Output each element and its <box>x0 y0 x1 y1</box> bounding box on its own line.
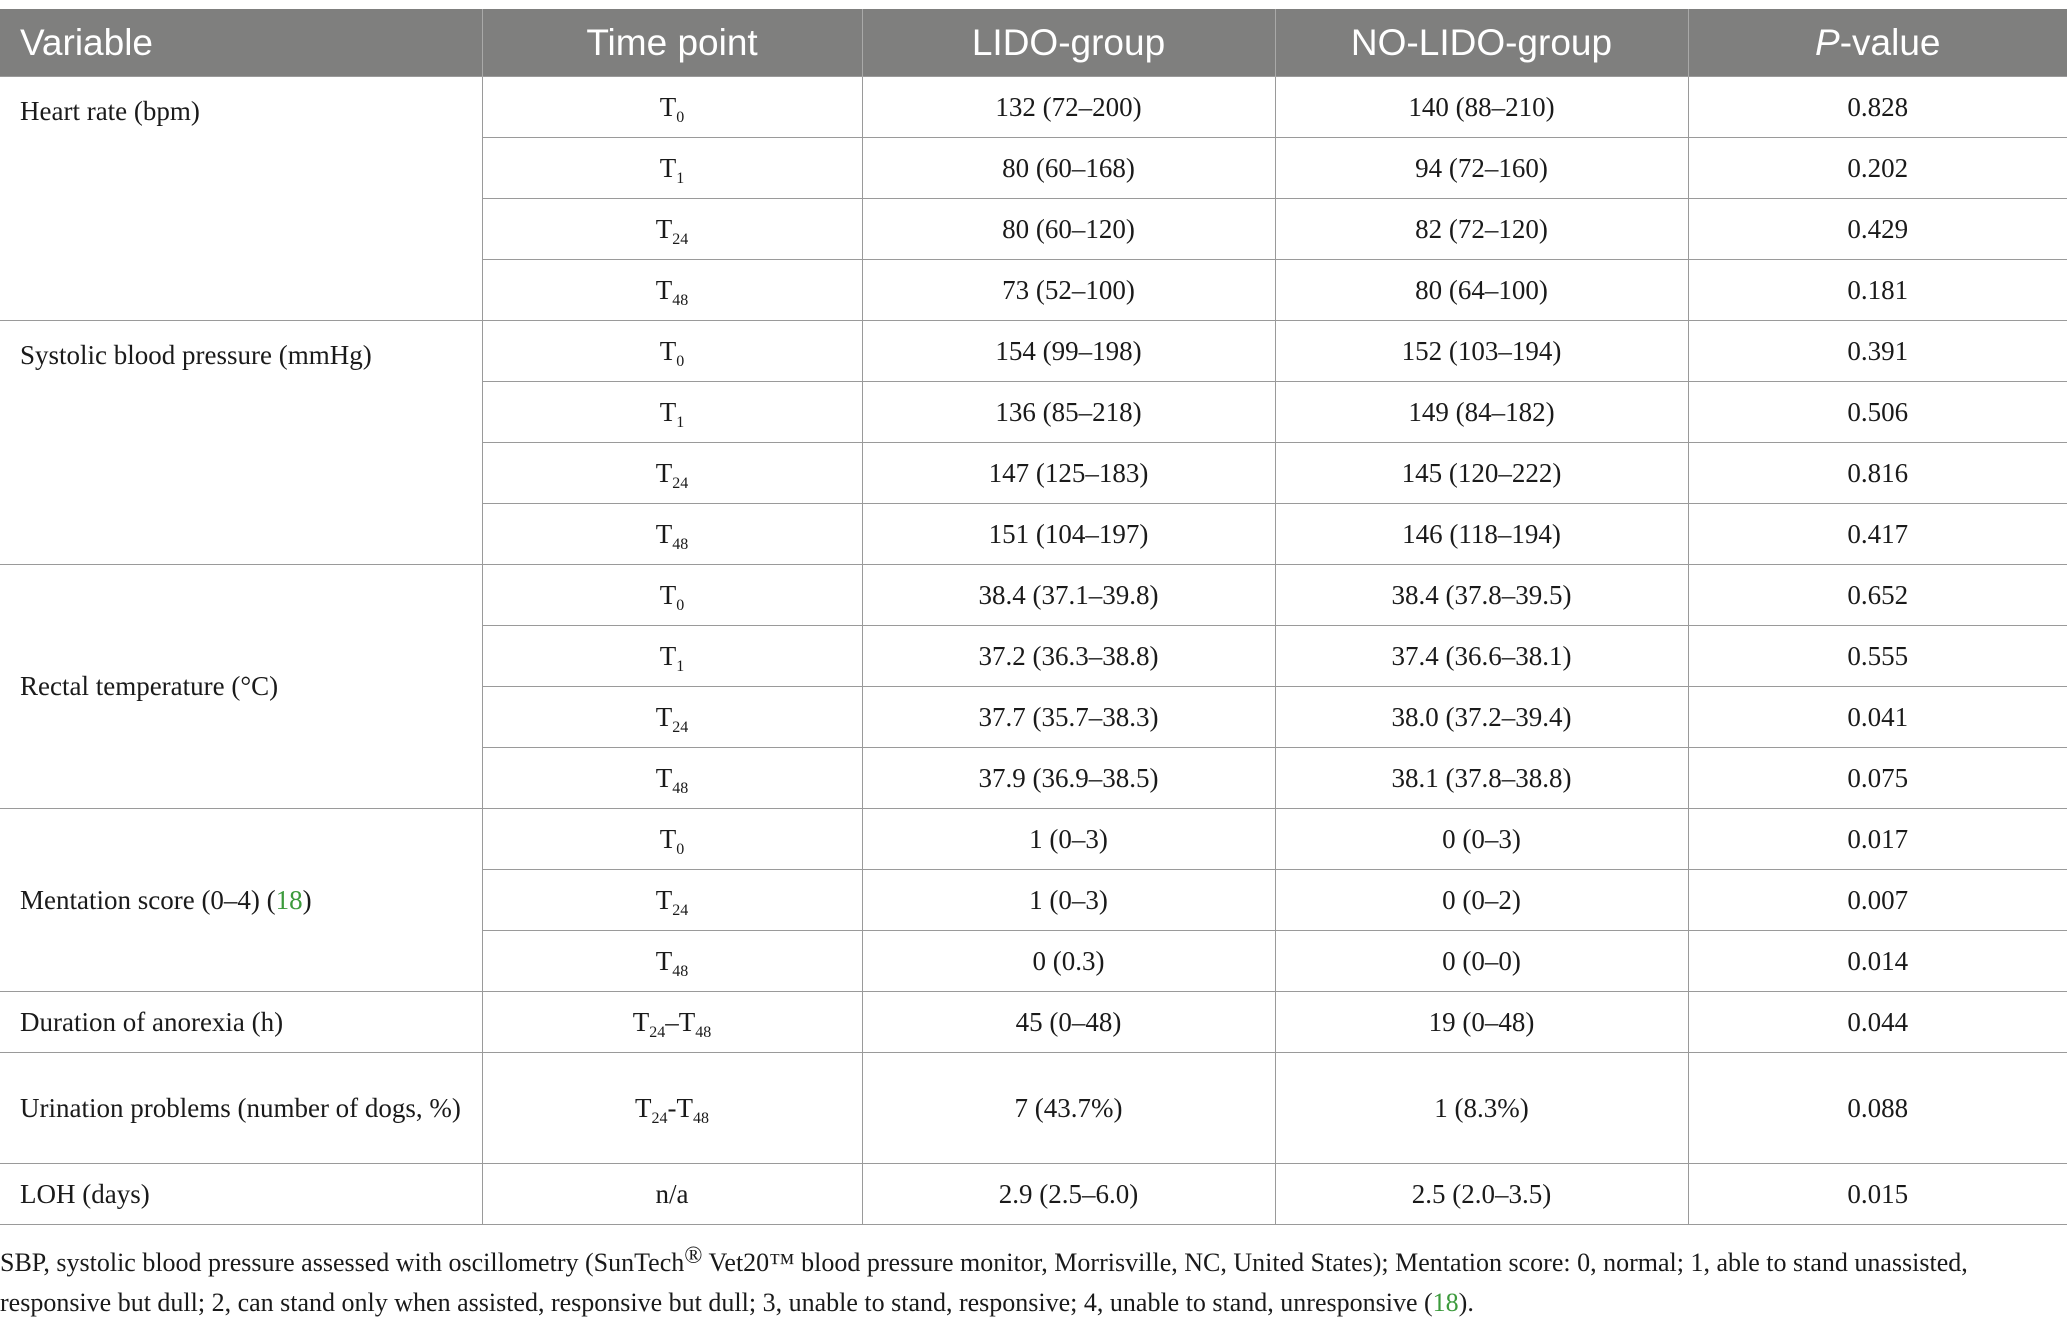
lido-cell: 0 (0.3) <box>862 931 1275 992</box>
lido-cell: 80 (60–168) <box>862 138 1275 199</box>
table-row <box>0 809 2067 870</box>
table-footnote: SBP, systolic blood pressure assessed with oscillometry (SunTech® Vet20™ blood pressure monitor, Morrisville, NC, United States); Mentation score: 0, normal; 1, able to stand unassisted, responsive but dull; 2, can stand only when assisted, responsive but dull; 3, unable to stand, responsive; 4, unable to stand, unresponsive (18). <box>0 1243 1968 1317</box>
time-point-cell: $T_{24}-T_{48}$ <box>482 1053 862 1164</box>
lido-cell: 37.2 (36.3–38.8) <box>862 626 1275 687</box>
header-lido-group: LIDO-group <box>862 9 1275 77</box>
lido-cell: 151 (104–197) <box>862 504 1275 565</box>
no-lido-cell: 145 (120–222) <box>1275 443 1688 504</box>
lido-cell: 45 (0–48) <box>862 992 1275 1053</box>
reference-link[interactable]: 18 <box>275 884 303 915</box>
p-value-cell: 0.202 <box>1688 138 2067 199</box>
table-header <box>0 9 2067 77</box>
no-lido-cell: 94 (72–160) <box>1275 138 1688 199</box>
table-row <box>0 1053 2067 1164</box>
no-lido-cell: 37.4 (36.6–38.1) <box>1275 626 1688 687</box>
p-value-cell: 0.017 <box>1688 809 2067 870</box>
p-value-cell: 0.429 <box>1688 199 2067 260</box>
table-row <box>0 77 2067 138</box>
no-lido-cell: 1 (8.3%) <box>1275 1053 1688 1164</box>
time-point-cell: $T_{24}$ <box>482 870 862 931</box>
lido-cell: 136 (85–218) <box>862 382 1275 443</box>
time-point-cell: $T_{48}$ <box>482 260 862 321</box>
p-value-cell: 0.828 <box>1688 77 2067 138</box>
p-value-cell: 0.506 <box>1688 382 2067 443</box>
time-point-cell: $T_{48}$ <box>482 931 862 992</box>
time-point-cell: $T_{24}$ <box>482 199 862 260</box>
time-point-cell: $T_{24}-T_{48}$ <box>482 992 862 1053</box>
table-body <box>0 77 2067 1225</box>
table-row <box>0 321 2067 382</box>
variable-mentation-score: Mentation score (0–4) (18) <box>0 809 482 992</box>
variable-loh: LOH (days) <box>0 1164 482 1225</box>
header-time-point: Time point <box>482 9 862 77</box>
no-lido-cell: 82 (72–120) <box>1275 199 1688 260</box>
p-suffix: -value <box>1839 21 1941 63</box>
p-value-cell: 0.007 <box>1688 870 2067 931</box>
no-lido-cell: 38.1 (37.8–38.8) <box>1275 748 1688 809</box>
time-point-cell: $T_0$ <box>482 565 862 626</box>
lido-cell: 37.9 (36.9–38.5) <box>862 748 1275 809</box>
p-italic: P <box>1815 21 1840 63</box>
lido-cell: 80 (60–120) <box>862 199 1275 260</box>
no-lido-cell: 152 (103–194) <box>1275 321 1688 382</box>
time-point-cell: $T_1$ <box>482 382 862 443</box>
header-p-value <box>1688 9 2067 77</box>
table-row <box>0 565 2067 626</box>
no-lido-cell: 149 (84–182) <box>1275 382 1688 443</box>
lido-cell: 147 (125–183) <box>862 443 1275 504</box>
p-value-cell: 0.417 <box>1688 504 2067 565</box>
table-row <box>0 1164 2067 1225</box>
no-lido-cell: 80 (64–100) <box>1275 260 1688 321</box>
results-table <box>0 9 2067 1225</box>
no-lido-cell: 146 (118–194) <box>1275 504 1688 565</box>
lido-cell: 1 (0–3) <box>862 809 1275 870</box>
header-variable: Variable <box>0 9 482 77</box>
no-lido-cell: 38.0 (37.2–39.4) <box>1275 687 1688 748</box>
p-value-cell: 0.015 <box>1688 1164 2067 1225</box>
lido-cell: 132 (72–200) <box>862 77 1275 138</box>
no-lido-cell: 19 (0–48) <box>1275 992 1688 1053</box>
lido-cell: 2.9 (2.5–6.0) <box>862 1164 1275 1225</box>
results-table-container <box>0 9 2067 1225</box>
lido-cell: 7 (43.7%) <box>862 1053 1275 1164</box>
p-value-cell: 0.044 <box>1688 992 2067 1053</box>
time-point-cell: $T_0$ <box>482 321 862 382</box>
time-point-cell: $T_1$ <box>482 626 862 687</box>
variable-systolic-blood-pressure: Systolic blood pressure (mmHg) <box>0 321 482 565</box>
lido-cell: 154 (99–198) <box>862 321 1275 382</box>
table-row <box>0 992 2067 1053</box>
lido-cell: 37.7 (35.7–38.3) <box>862 687 1275 748</box>
header-no-lido-group: NO-LIDO-group <box>1275 9 1688 77</box>
time-point-cell: $T_{48}$ <box>482 504 862 565</box>
lido-cell: 1 (0–3) <box>862 870 1275 931</box>
header-row <box>0 9 2067 77</box>
reference-link[interactable]: 18 <box>1432 1288 1459 1317</box>
variable-urination-problems: Urination problems (number of dogs, %) <box>0 1053 482 1164</box>
time-point-cell: $T_0$ <box>482 809 862 870</box>
time-point-cell: $T_1$ <box>482 138 862 199</box>
p-value-cell: 0.652 <box>1688 565 2067 626</box>
variable-heart-rate: Heart rate (bpm) <box>0 77 482 321</box>
time-point-cell: n/a <box>482 1164 862 1225</box>
no-lido-cell: 38.4 (37.8–39.5) <box>1275 565 1688 626</box>
p-value-cell: 0.391 <box>1688 321 2067 382</box>
registered-mark: ® <box>684 1243 703 1269</box>
lido-cell: 73 (52–100) <box>862 260 1275 321</box>
p-value-cell: 0.041 <box>1688 687 2067 748</box>
variable-duration-of-anorexia: Duration of anorexia (h) <box>0 992 482 1053</box>
no-lido-cell: 0 (0–2) <box>1275 870 1688 931</box>
time-point-cell: $T_{48}$ <box>482 748 862 809</box>
variable-rectal-temperature: Rectal temperature (°C) <box>0 565 482 809</box>
no-lido-cell: 140 (88–210) <box>1275 77 1688 138</box>
p-value-cell: 0.088 <box>1688 1053 2067 1164</box>
time-point-cell: $T_0$ <box>482 77 862 138</box>
p-value-cell: 0.014 <box>1688 931 2067 992</box>
p-value-cell: 0.075 <box>1688 748 2067 809</box>
lido-cell: 38.4 (37.1–39.8) <box>862 565 1275 626</box>
time-point-cell: $T_{24}$ <box>482 443 862 504</box>
no-lido-cell: 0 (0–0) <box>1275 931 1688 992</box>
no-lido-cell: 2.5 (2.0–3.5) <box>1275 1164 1688 1225</box>
p-value-cell: 0.555 <box>1688 626 2067 687</box>
p-value-cell: 0.816 <box>1688 443 2067 504</box>
time-point-cell: $T_{24}$ <box>482 687 862 748</box>
no-lido-cell: 0 (0–3) <box>1275 809 1688 870</box>
p-value-cell: 0.181 <box>1688 260 2067 321</box>
